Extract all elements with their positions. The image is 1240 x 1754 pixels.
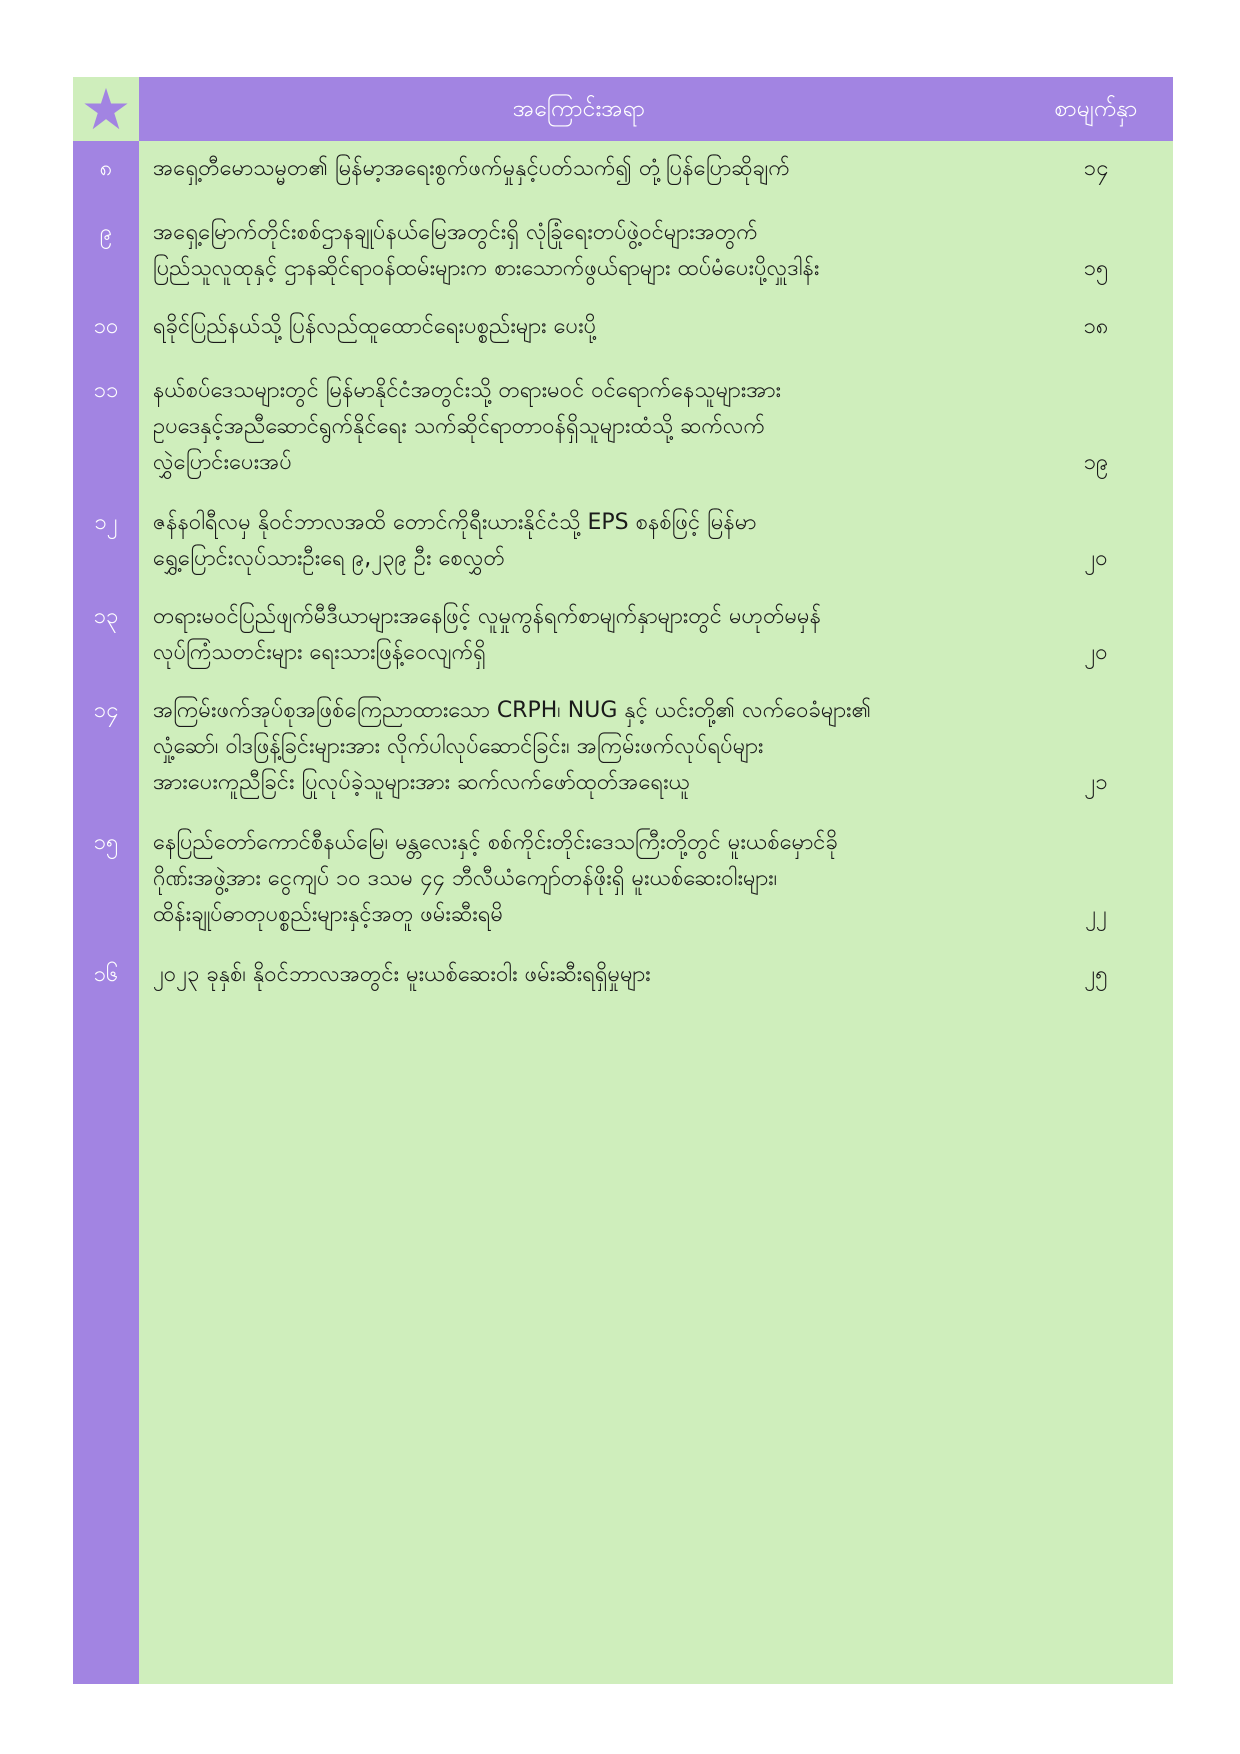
entry-title	[153, 215, 1033, 287]
entry-page: ၁၅	[1083, 256, 1109, 281]
entry-page: ၁၈	[1083, 314, 1109, 339]
entry-page: ၂၀	[1084, 640, 1108, 665]
entry-line: ထိန်းချုပ်ဓာတုပစ္စည်းများနှင့်အတူ ဖမ်းဆီးရမိ	[153, 902, 504, 927]
entry-number: ၁၃	[93, 604, 119, 629]
entry-line: နယ်စပ်ဒေသများတွင် မြန်မာနိုင်ငံအတွင်းသို့ တရားမဝင် ဝင်ရောက်နေသူများအား	[153, 378, 782, 403]
entry-number: ၉	[99, 220, 113, 245]
header-page-label: စာမျက်နှာ	[1054, 96, 1138, 122]
entry-line: လွှဲပြောင်းပေးအပ်	[153, 450, 292, 475]
entry-line: ဥပဒေနှင့်အညီဆောင်ရွက်နိုင်ရေး သက်ဆိုင်ရာတာဝန်ရှိသူများထံသို့ ဆက်လက်	[153, 414, 766, 439]
entry-line: အားပေးကူညီခြင်း ပြုလုပ်ခဲ့သူများအား ဆက်လက်ဖော်ထုတ်အရေးယူ	[153, 770, 691, 795]
entry-line: တရားမဝင်ပြည်ဖျက်မီဒီယာများအနေဖြင့် လူမှုကွန်ရက်စာမျက်နှာများတွင် မဟုတ်မမှန်	[153, 604, 822, 629]
entry-title	[153, 825, 1033, 933]
entry-line: ရခိုင်ပြည်နယ်သို့ ပြန်လည်ထူထောင်ရေးပစ္စည်းများ ပေးပို့	[153, 314, 597, 339]
entry-line: ရွှေ့ပြောင်းလုပ်သားဦးရေ ၉,၂၃၉ ဦး စေလွှတ်	[153, 546, 505, 571]
entry-line: ဇန်နဝါရီလမှ နိုဝင်ဘာလအထိ တောင်ကိုရီးယားနိုင်ငံသို့ EPS စနစ်ဖြင့် မြန်မာ	[153, 510, 757, 535]
entry-line: လှုံ့ဆော်၊ ဝါဒဖြန့်ခြင်းများအား လိုက်ပါလုပ်ဆောင်ခြင်း၊ အကြမ်းဖက်လုပ်ရပ်များ	[153, 734, 764, 759]
entry-line: လုပ်ကြံသတင်းများ ရေးသားဖြန့်ဝေလျက်ရှိ	[153, 640, 486, 665]
entry-line: နေပြည်တော်ကောင်စီနယ်မြေ၊ မန္တလေးနှင့် စစ်ကိုင်းတိုင်းဒေသကြီးတို့တွင် မူးယစ်မှောင်ခို	[153, 830, 838, 855]
entry-line: ၂၀၂၃ ခုနှစ်၊ နိုဝင်ဘာလအတွင်း မူးယစ်ဆေးဝါး ဖမ်းဆီးရရှိမှုများ	[153, 962, 651, 987]
entry-page: ၂၅	[1084, 962, 1108, 987]
entry-title	[153, 373, 1033, 481]
header-title: အကြောင်းအရာ	[512, 96, 646, 122]
entry-page: ၂၀	[1084, 546, 1108, 571]
entry-page: ၁၄	[1083, 156, 1109, 181]
entry-number: ၈	[99, 156, 113, 181]
entry-line: ဂိုဏ်းအဖွဲ့အား ငွေကျပ် ၁၀ ဒသမ ၄၄ ဘီလီယံကျော်တန်ဖိုးရှိ မူးယစ်ဆေးဝါးများ၊	[153, 866, 778, 891]
entry-title	[153, 505, 1033, 577]
entry-number: ၁၂	[94, 510, 118, 535]
entry-title	[153, 309, 1033, 345]
entry-number: ၁၀	[93, 314, 119, 339]
entry-line: အရှေ့မြောက်တိုင်းစစ်ဌာနချုပ်နယ်မြေအတွင်းရှိ လုံခြုံရေးတပ်ဖွဲ့ဝင်များအတွက်	[153, 220, 758, 245]
table-of-contents	[73, 77, 1173, 1684]
entry-number: ၁၁	[93, 378, 119, 403]
entry-number: ၁၅	[93, 830, 119, 855]
entry-page: ၂၂	[1085, 902, 1107, 927]
entry-title	[153, 151, 1033, 187]
entry-page: ၁၉	[1083, 450, 1109, 475]
entry-line: ပြည်သူလူထုနှင့် ဌာနဆိုင်ရာဝန်ထမ်းများက စားသောက်ဖွယ်ရာများ ထပ်မံပေးပို့လှူဒါန်း	[153, 256, 820, 281]
entry-page: ၂၁	[1084, 770, 1108, 795]
entry-number: ၁၆	[93, 962, 119, 987]
star-icon	[83, 86, 129, 132]
toc-header	[139, 77, 1173, 141]
entry-title	[153, 599, 1033, 671]
entry-title	[153, 693, 1033, 801]
entry-line: အရှေ့တီမောသမ္မတ၏ မြန်မာ့အရေးစွက်ဖက်မှုနှင့်ပတ်သက်၍ တုံ့ပြန်ပြောဆိုချက်	[153, 156, 790, 181]
entry-number: ၁၄	[93, 698, 119, 723]
star-cell	[73, 77, 139, 141]
entry-line: အကြမ်းဖက်အုပ်စုအဖြစ်ကြေညာထားသော CRPH၊ NUG နှင့် ယင်းတို့၏ လက်ဝေခံများ၏	[153, 698, 872, 723]
entry-title	[153, 957, 1033, 993]
